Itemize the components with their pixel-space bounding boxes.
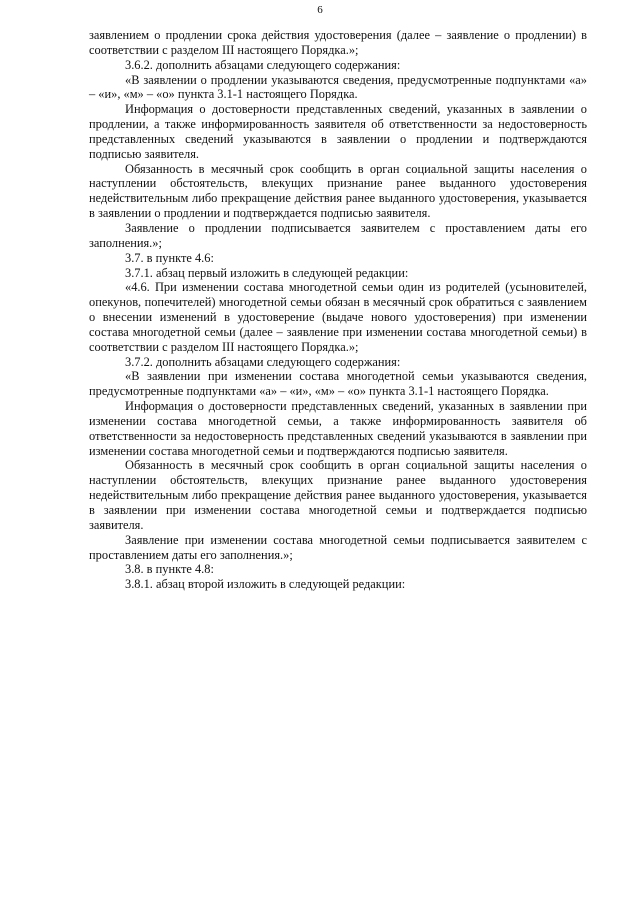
paragraph: «В заявлении о продлении указываются сведения, предусмотренные подпунктами «а» – «и», «м» – «о» пункта 3.1-1 настоящего Порядка. <box>89 72 587 102</box>
paragraph: Информация о достоверности представленных сведений, указанных в заявлении о продлении, а также информированность заявителя об ответственности за недостоверность представленных сведений указываются в заявлении о продлении и подтверждаются подписью заявителя. <box>89 102 587 161</box>
paragraph: Обязанность в месячный срок сообщить в орган социальной защиты населения о наступлении обстоятельств, влекущих признание ранее выданного удостоверения недействительным либо прекращение действия ранее выданного удостоверения, указывается в заявлении о продлении и подтверждается подписью заявителя. <box>89 161 587 221</box>
paragraph: Обязанность в месячный срок сообщить в орган социальной защиты населения о наступлении обстоятельств, влекущих признание ранее выданного удостоверения недействительным либо прекращение действия ранее выданного удостоверения, указывается в заявлении при изменении состава многодетной семьи и подтверждается подписью заявителя. <box>89 458 587 532</box>
paragraph: Информация о достоверности представленных сведений, указанных в заявлении при изменении состава многодетной семьи, а также информированность заявителя об ответственности за недостоверность представленных сведений указываются в заявлении при изменении состава многодетной семьи и подтверждаются подписью заявителя. <box>89 399 587 458</box>
paragraph: заявлением о продлении срока действия удостоверения (далее – заявление о продлении) в соответствии с разделом III настоящего Порядка.»; <box>89 28 587 57</box>
paragraph: 3.7.2. дополнить абзацами следующего содержания: <box>125 354 401 369</box>
paragraph: Заявление о продлении подписывается заявителем с проставлением даты его заполнения.»; <box>89 220 587 250</box>
paragraph: «В заявлении при изменении состава многодетной семьи указываются сведения, предусмотренные подпунктами «а» – «и», «м» – «о» пункта 3.1-1 настоящего Порядка. <box>89 369 587 399</box>
document-body <box>89 28 587 592</box>
paragraph: 3.8. в пункте 4.8: <box>125 562 214 577</box>
paragraph: 3.7. в пункте 4.6: <box>125 250 214 265</box>
paragraph: 3.8.1. абзац второй изложить в следующей редакции: <box>125 577 406 592</box>
paragraph: 3.6.2. дополнить абзацами следующего содержания: <box>125 57 401 72</box>
page-number: 6 <box>317 4 323 16</box>
paragraph: «4.6. При изменении состава многодетной семьи один из родителей (усыновителей, опекунов, попечителей) многодетной семьи обязан в месячный срок обратиться с заявлением о внесении изменений в удостоверение (выдаче нового удостоверения) при изменении состава многодетной семьи (далее – заявление при изменении состава многодетной семьи) в соответствии с разделом III настоящего Порядка.»; <box>89 280 587 354</box>
paragraph: Заявление при изменении состава многодетной семьи подписывается заявителем с проставлением даты его заполнения.»; <box>89 532 587 562</box>
paragraph: 3.7.1. абзац первый изложить в следующей редакции: <box>125 265 409 280</box>
